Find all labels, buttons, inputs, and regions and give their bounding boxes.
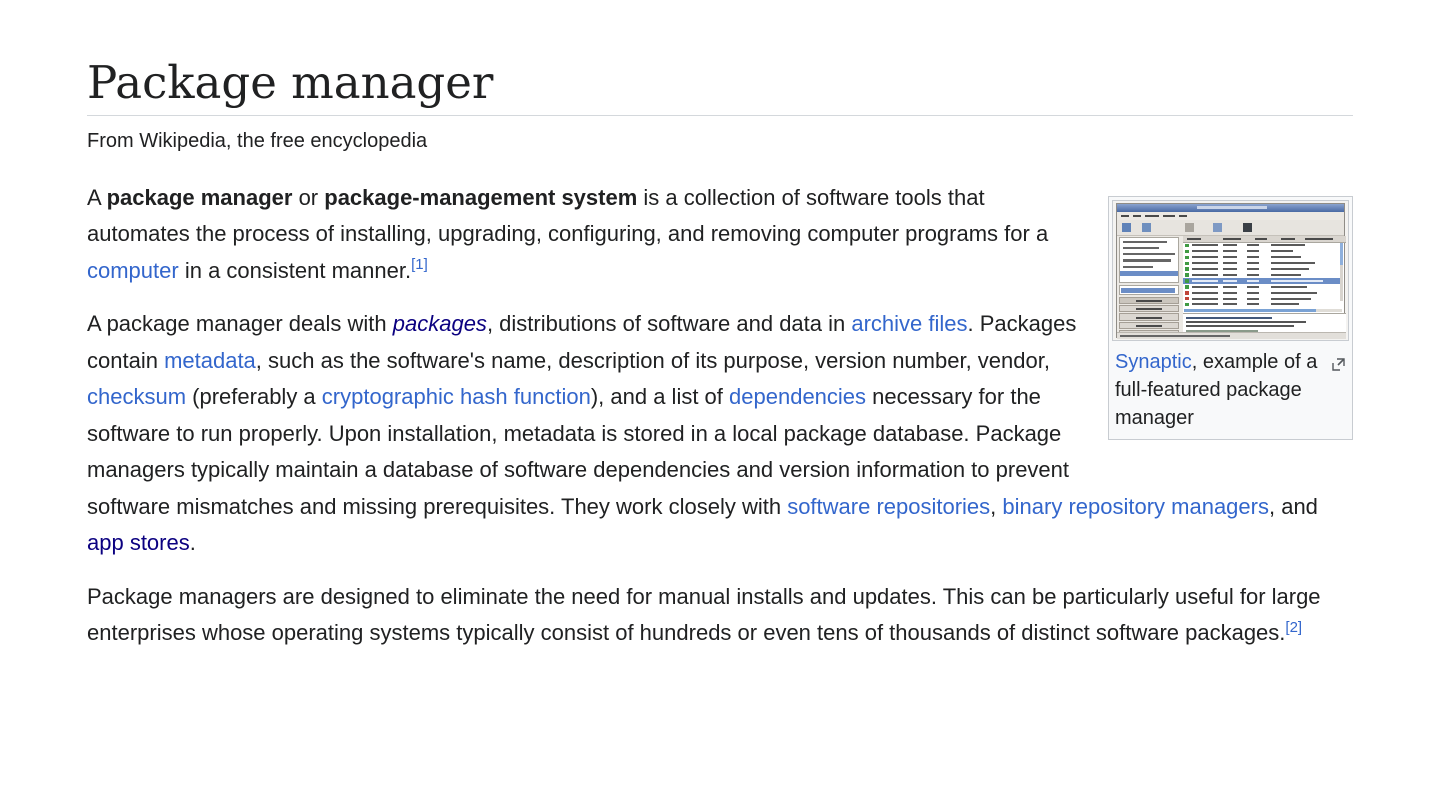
cell-text xyxy=(1223,298,1237,300)
sidebar-entry xyxy=(1123,241,1167,243)
cell-text xyxy=(1192,250,1218,252)
cell-text xyxy=(1247,303,1259,305)
wiki-link[interactable]: checksum xyxy=(87,384,187,409)
status-text xyxy=(1120,335,1230,337)
cell-text xyxy=(1223,268,1237,270)
column-label xyxy=(1255,238,1267,240)
sidebar-list xyxy=(1119,237,1179,283)
enlarge-icon[interactable] xyxy=(1331,352,1346,367)
cell-text xyxy=(1223,274,1237,276)
paragraph-packages: A package manager deals with packages, distributions of software and data in archive files. Packages contain metadata, such as the software's name, description of its purpose, version number, vendor, checksum (preferably a cryptographic hash function), and a list of dependencies necessary for the software to run properly. Upon installation, metadata is stored in a local package database. Package managers typically maintain a database of software dependencies and version information to prevent software mismatches and missing prerequisites. They work closely with software repositories, binary repository managers, and app stores. xyxy=(87,311,1318,555)
sidebar-button-label xyxy=(1136,300,1162,302)
cell-text xyxy=(1192,244,1218,246)
article-page xyxy=(0,58,1440,652)
column-label xyxy=(1305,238,1333,240)
menu-item xyxy=(1179,215,1187,218)
cell-text xyxy=(1192,274,1218,276)
cell-text xyxy=(1192,268,1218,270)
synaptic-thumbnail-image[interactable] xyxy=(1112,200,1349,341)
cell-text xyxy=(1271,250,1293,252)
cell-text xyxy=(1271,262,1315,264)
sidebar-button xyxy=(1119,322,1179,330)
cell-text xyxy=(1223,286,1237,288)
page-title: Package manager xyxy=(87,58,1353,116)
toolbar-icon xyxy=(1122,223,1131,232)
synaptic-toolbar xyxy=(1117,220,1344,236)
status-bar xyxy=(1117,332,1346,339)
reference-link[interactable]: [1] xyxy=(411,256,428,274)
wiki-link[interactable]: software repositories xyxy=(787,493,991,519)
wiki-link[interactable]: Synaptic xyxy=(1115,350,1192,373)
cell-text xyxy=(1247,244,1259,246)
cell-text xyxy=(1223,262,1237,264)
cell-text xyxy=(1223,250,1237,252)
synaptic-sidebar xyxy=(1117,236,1182,337)
details-line xyxy=(1186,325,1294,327)
cell-text xyxy=(1192,280,1218,282)
thumbnail-box xyxy=(1108,196,1353,440)
cell-text xyxy=(1247,256,1259,258)
cell-text xyxy=(1271,292,1317,294)
cell-text xyxy=(1247,292,1259,294)
cell-text xyxy=(1247,250,1259,252)
cell-text xyxy=(1192,303,1218,305)
cell-text xyxy=(1192,292,1218,294)
sidebar-entry xyxy=(1123,266,1153,268)
cell-text xyxy=(1271,280,1323,282)
menu-item xyxy=(1121,215,1129,218)
sidebar-filter-box xyxy=(1119,285,1179,295)
filter-selected xyxy=(1121,288,1175,293)
paragraph-purpose: Package managers are designed to eliminate the need for manual installs and updates. This can be particularly useful for large enterprises whose operating systems typically consist of hundreds or even tens of thousands of distinct software packages.[2] xyxy=(87,583,1321,645)
column-label xyxy=(1281,238,1295,240)
toolbar-icon xyxy=(1142,223,1151,232)
package-status-icon xyxy=(1185,291,1189,295)
synaptic-menubar xyxy=(1117,212,1344,220)
package-status-icon xyxy=(1185,285,1189,289)
article-body xyxy=(87,180,1353,652)
wiki-link[interactable]: cryptographic hash function xyxy=(321,384,591,409)
sidebar-selected xyxy=(1120,271,1178,277)
wiki-link[interactable]: binary repository managers xyxy=(1002,493,1269,519)
site-subtitle: From Wikipedia, the free encyclopedia xyxy=(87,129,428,152)
package-status-icon xyxy=(1185,256,1189,260)
sidebar-button-label xyxy=(1136,308,1162,310)
reference-superscript xyxy=(1285,619,1302,636)
cell-text xyxy=(1247,262,1259,264)
menu-item xyxy=(1145,215,1159,218)
hscrollbar-thumb xyxy=(1184,309,1316,312)
details-pane xyxy=(1183,313,1346,332)
column-label xyxy=(1223,238,1241,240)
details-line xyxy=(1186,321,1306,323)
sidebar-button xyxy=(1119,297,1179,305)
cell-text xyxy=(1247,286,1259,288)
cell-text xyxy=(1192,256,1218,258)
wiki-link[interactable]: computer xyxy=(87,257,179,283)
cell-text xyxy=(1223,256,1237,258)
sidebar-entry xyxy=(1123,253,1175,255)
cell-text xyxy=(1223,280,1237,282)
window-title xyxy=(1197,206,1267,210)
cell-text xyxy=(1192,298,1218,300)
package-status-icon xyxy=(1185,250,1189,254)
cell-text xyxy=(1271,286,1307,288)
table-header xyxy=(1183,236,1346,243)
sidebar-button-label xyxy=(1136,317,1162,319)
sidebar-entry xyxy=(1123,259,1171,261)
cell-text xyxy=(1271,268,1309,270)
toolbar-icon xyxy=(1213,223,1222,232)
cell-text xyxy=(1271,274,1301,276)
cell-text xyxy=(1192,262,1218,264)
cell-text xyxy=(1247,298,1259,300)
details-line xyxy=(1186,317,1272,319)
package-status-icon xyxy=(1185,279,1189,283)
synaptic-package-table xyxy=(1183,236,1344,337)
column-label xyxy=(1187,238,1201,240)
cell-text xyxy=(1271,244,1305,246)
toolbar-icon xyxy=(1243,223,1252,232)
cell-text xyxy=(1271,303,1299,305)
synaptic-main-area xyxy=(1117,236,1344,337)
package-status-icon xyxy=(1185,244,1189,248)
wiki-link[interactable]: app stores xyxy=(87,530,190,555)
caption-text: Synaptic, example of a full-featured package manager xyxy=(1115,350,1318,429)
wiki-link[interactable]: archive files xyxy=(851,311,968,336)
toolbar-icon xyxy=(1185,223,1194,232)
sidebar-button xyxy=(1119,313,1179,321)
sidebar-button-label xyxy=(1136,325,1162,327)
synaptic-window xyxy=(1116,203,1345,338)
menu-item xyxy=(1163,215,1175,218)
package-status-icon xyxy=(1185,267,1189,271)
package-status-icon xyxy=(1185,303,1189,307)
thumbnail-caption xyxy=(1112,341,1349,436)
cell-text xyxy=(1247,268,1259,270)
cell-text xyxy=(1223,244,1237,246)
cell-text xyxy=(1247,274,1259,276)
wiki-link[interactable]: packages xyxy=(392,311,487,336)
cell-text xyxy=(1223,303,1237,305)
cell-text xyxy=(1192,286,1218,288)
sidebar-button xyxy=(1119,305,1179,313)
cell-text xyxy=(1223,292,1237,294)
cell-text xyxy=(1271,256,1301,258)
wiki-link[interactable]: dependencies xyxy=(729,384,867,409)
menu-item xyxy=(1133,215,1141,218)
package-status-icon xyxy=(1185,262,1189,266)
package-status-icon xyxy=(1185,273,1189,277)
reference-link[interactable]: [2] xyxy=(1285,618,1303,636)
synaptic-titlebar xyxy=(1117,204,1344,212)
cell-text xyxy=(1247,280,1259,282)
vscrollbar-thumb xyxy=(1340,243,1343,265)
cell-text xyxy=(1271,298,1311,300)
package-status-icon xyxy=(1185,297,1189,301)
wiki-link[interactable]: metadata xyxy=(164,347,256,373)
paragraph-intro: A package manager or package-management system is a collection of software tools that automates the process of installing, upgrading, configuring, and removing computer programs for a computer in a consistent manner.[1] xyxy=(87,184,1049,283)
reference-superscript xyxy=(411,256,428,273)
synaptic-screenshot xyxy=(1113,201,1348,340)
sidebar-entry xyxy=(1123,247,1159,249)
